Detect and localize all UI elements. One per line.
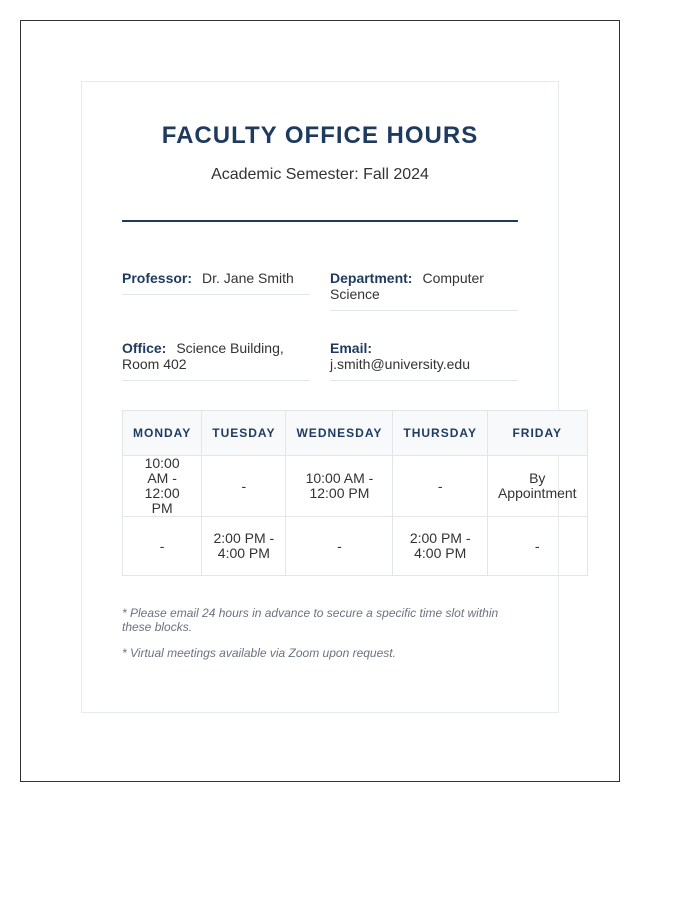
schedule-cell: -	[487, 517, 587, 576]
schedule-cell: 10:00 AM - 12:00 PM	[123, 456, 202, 517]
department-value: Computer Science	[330, 270, 484, 302]
office-info	[122, 340, 310, 381]
schedule-cell: 10:00 AM - 12:00 PM	[286, 456, 393, 517]
day-header-wednesday: WEDNESDAY	[286, 411, 393, 456]
professor-info	[122, 270, 310, 295]
email-info	[330, 340, 518, 381]
advance-email-note: * Please email 24 hours in advance to secure a specific time slot within these blocks.	[122, 606, 499, 634]
schedule-cell: -	[123, 517, 202, 576]
schedule-cell: By Appointment	[487, 456, 587, 517]
schedule-cell: -	[286, 517, 393, 576]
schedule-cell: -	[202, 456, 286, 517]
day-header-monday: MONDAY	[123, 411, 202, 456]
title-divider	[122, 220, 518, 222]
schedule-cell: 2:00 PM - 4:00 PM	[393, 517, 488, 576]
semester-subtitle: Academic Semester: Fall 2024	[211, 166, 429, 183]
page-title: FACULTY OFFICE HOURS	[161, 122, 479, 149]
department-info	[330, 270, 518, 311]
schedule-cell: 2:00 PM - 4:00 PM	[202, 517, 286, 576]
office-hours-card	[81, 81, 577, 713]
department-label: Department:	[330, 270, 413, 286]
email-label: Email:	[330, 340, 373, 356]
day-header-tuesday: TUESDAY	[202, 411, 286, 456]
day-header-thursday: THURSDAY	[393, 411, 488, 456]
schedule-table	[122, 410, 588, 576]
schedule-cell: -	[393, 456, 488, 517]
professor-value: Dr. Jane Smith	[202, 270, 294, 286]
email-value: j.smith@university.edu	[330, 356, 470, 372]
office-value: Science Building, Room 402	[122, 340, 284, 372]
day-header-friday: FRIDAY	[487, 411, 587, 456]
virtual-meeting-note: * Virtual meetings available via Zoom upon request.	[122, 646, 396, 660]
table-row	[123, 517, 588, 576]
page-frame	[20, 20, 620, 782]
office-label: Office:	[122, 340, 167, 356]
professor-label: Professor:	[122, 270, 193, 286]
schedule-header-row	[123, 411, 588, 456]
table-row	[123, 456, 588, 517]
